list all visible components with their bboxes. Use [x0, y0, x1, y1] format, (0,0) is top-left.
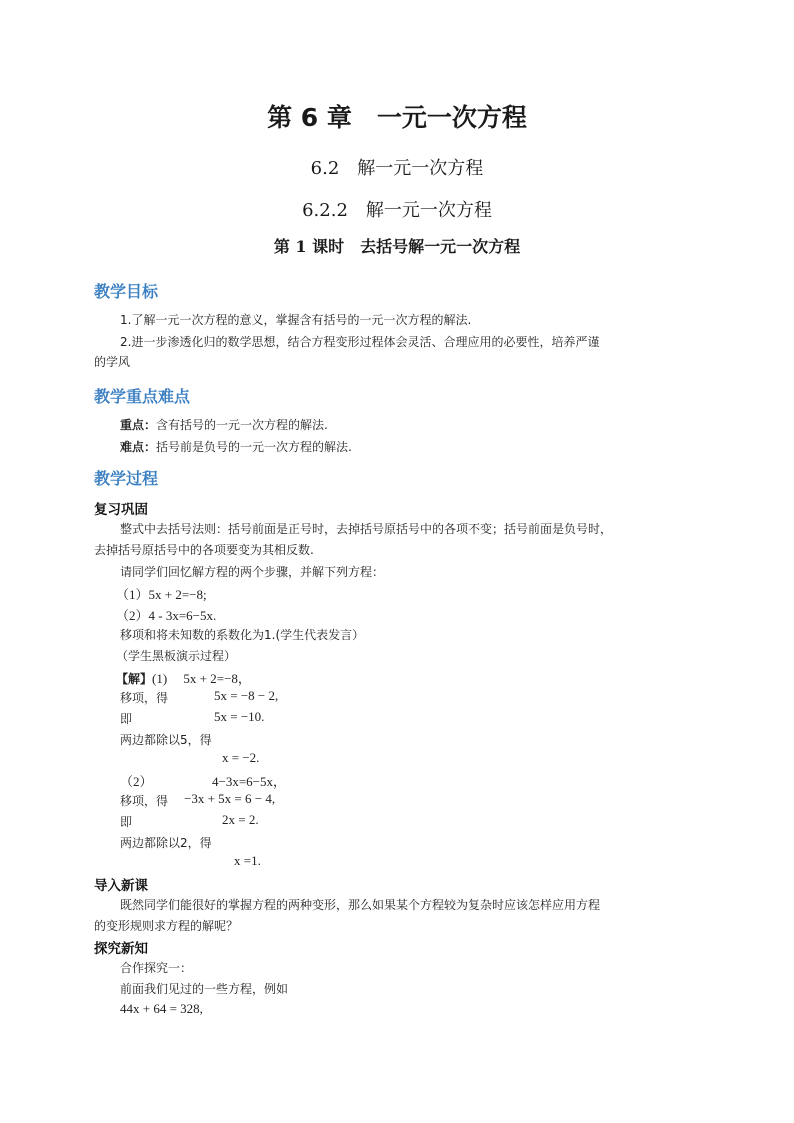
difficult-point-label: 难点：	[120, 440, 157, 454]
intro-line2: 的变形规则求方程的解呢？	[94, 919, 239, 933]
difficult-point-text: 括号前是负号的一元一次方程的解法.	[156, 440, 352, 454]
subsection-title: 6.2.2 解一元一次方程	[302, 200, 492, 221]
objective-1: 1.了解一元一次方程的意义，掌握含有括号的一元一次方程的解法.	[120, 313, 472, 327]
chapter-title: 第 6 章 一元一次方程	[267, 103, 527, 132]
solution-label: 【解】	[116, 672, 153, 686]
explore-heading: 探究新知	[94, 941, 148, 957]
review-para3: 移项和将未知数的系数化为1.(学生代表发言）	[120, 628, 365, 642]
key-point-text: 含有括号的一元一次方程的解法.	[156, 418, 328, 432]
review-para1-line1: 整式中去括号法则：括号前面是正号时，去掉括号原括号中的各项不变；括号前面是负号时，	[120, 522, 613, 536]
key-point-label: 重点：	[120, 418, 157, 432]
solution-2-step1-label: 移项，得	[120, 794, 169, 808]
solution-2-step2-eq: 2x = 2.	[222, 812, 259, 827]
difficult-point	[120, 438, 352, 455]
explore-equation: 44x + 64 = 328,	[120, 1001, 203, 1016]
review-para2: 请同学们回忆解方程的两个步骤，并解下列方程：	[120, 565, 385, 579]
solution-1-step2-label: 即	[120, 712, 133, 726]
intro-line1: 既然同学们能很好的掌握方程的两种变形，那么如果某个方程较为复杂时应该怎样应用方程	[120, 898, 601, 912]
solution-2-head-label: （2）	[120, 774, 153, 789]
keypoints-heading: 教学重点难点	[94, 387, 191, 406]
solution-1-head	[116, 668, 251, 687]
explore-line1: 合作探究一：	[120, 961, 193, 975]
solution-2-step3-label: 两边都除以2，得	[120, 836, 212, 850]
solution-1-step1-eq: 5x = −8 − 2,	[214, 688, 279, 703]
solution-2-step1-eq: −3x + 5x = 6 − 4,	[184, 791, 276, 806]
review-heading: 复习巩固	[94, 502, 148, 518]
solution-1-result: x = −2.	[222, 750, 260, 765]
review-para1-line2: 去掉括号原括号中的各项要变为其相反数.	[94, 543, 314, 557]
objective-2-line1: 2.进一步渗透化归的数学思想，结合方程变形过程体会灵活、合理应用的必要性，培养严谨	[120, 335, 600, 349]
intro-heading: 导入新课	[94, 878, 148, 894]
solution-1-step3-label: 两边都除以5，得	[120, 733, 212, 747]
lesson-title: 第 1 课时 去括号解一元一次方程	[273, 237, 521, 256]
review-para4: （学生黑板演示过程）	[116, 649, 237, 663]
review-eq1: （1）5x + 2=−8;	[116, 587, 207, 602]
solution-1-step1-label: 移项，得	[120, 691, 169, 705]
solution-1-step2-eq: 5x = −10.	[214, 709, 265, 724]
section-title: 6.2 解一元一次方程	[310, 158, 484, 179]
explore-line2: 前面我们见过的一些方程，例如	[120, 982, 289, 996]
solution-2-head-eq: 4−3x=6−5x，	[212, 774, 286, 789]
process-heading: 教学过程	[94, 469, 159, 488]
key-point	[120, 416, 328, 433]
solution-2-result: x =1.	[234, 853, 261, 868]
review-eq2: （2）4 - 3x=6−5x.	[116, 608, 217, 623]
objective-2-line2: 的学风	[94, 355, 131, 369]
solution-1-equation: (1) 5x + 2=−8，	[152, 671, 251, 686]
solution-2-step2-label: 即	[120, 815, 133, 829]
objectives-heading: 教学目标	[94, 282, 159, 301]
